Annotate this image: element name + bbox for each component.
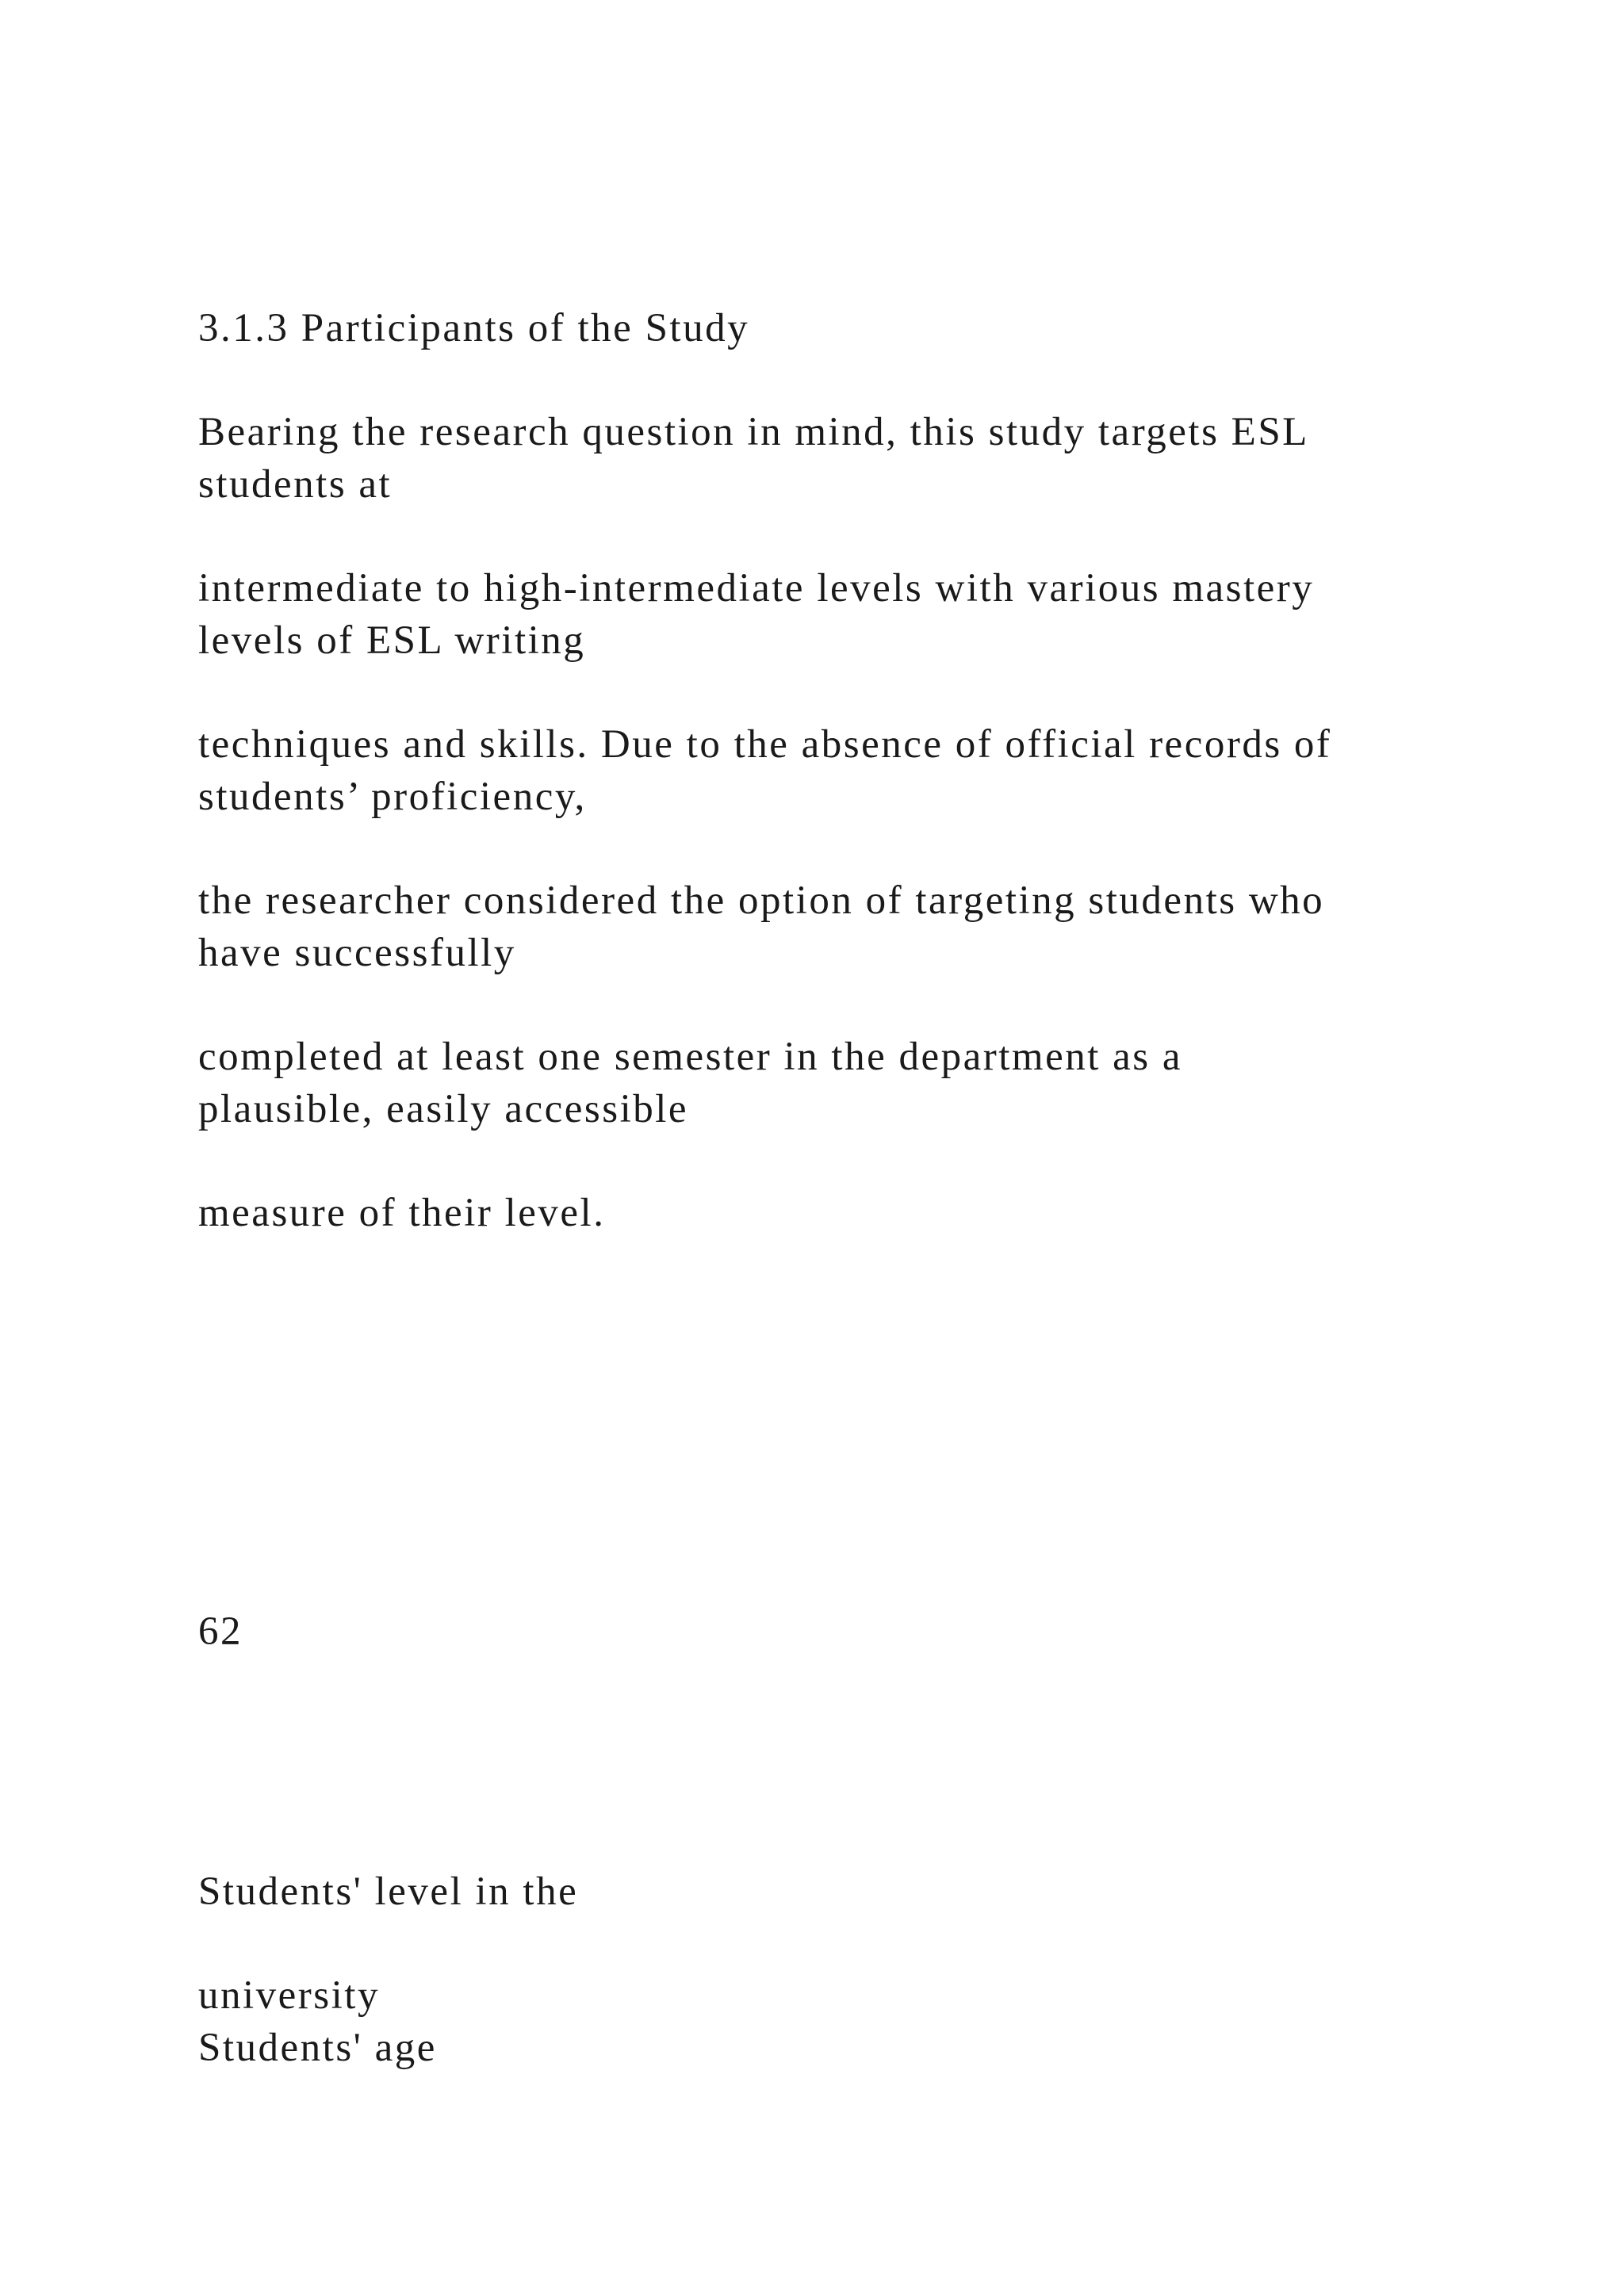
figure-label: Students' age <box>198 2026 437 2070</box>
paragraph-line: have successfully <box>198 931 516 975</box>
figure-label: university <box>198 1973 380 2018</box>
paragraph-line: students at <box>198 462 393 507</box>
paragraph-line: Bearing the research question in mind, this study targets ESL <box>198 410 1309 454</box>
paragraph-line: completed at least one semester in the department as a <box>198 1035 1182 1079</box>
paragraph-line: the researcher considered the option of targeting students who <box>198 878 1325 923</box>
page-number: 62 <box>198 1609 243 1654</box>
section-heading: 3.1.3 Participants of the Study <box>198 306 750 350</box>
figure-label: Students' level in the <box>198 1869 579 1914</box>
paragraph-line: levels of ESL writing <box>198 618 586 663</box>
paragraph-line: techniques and skills. Due to the absence of official records of <box>198 722 1332 767</box>
paragraph-line: plausible, easily accessible <box>198 1087 689 1131</box>
paragraph-line: measure of their level. <box>198 1191 606 1235</box>
paragraph-line: students’ proficiency, <box>198 775 587 819</box>
paragraph-line: intermediate to high-intermediate levels with various mastery <box>198 566 1315 610</box>
